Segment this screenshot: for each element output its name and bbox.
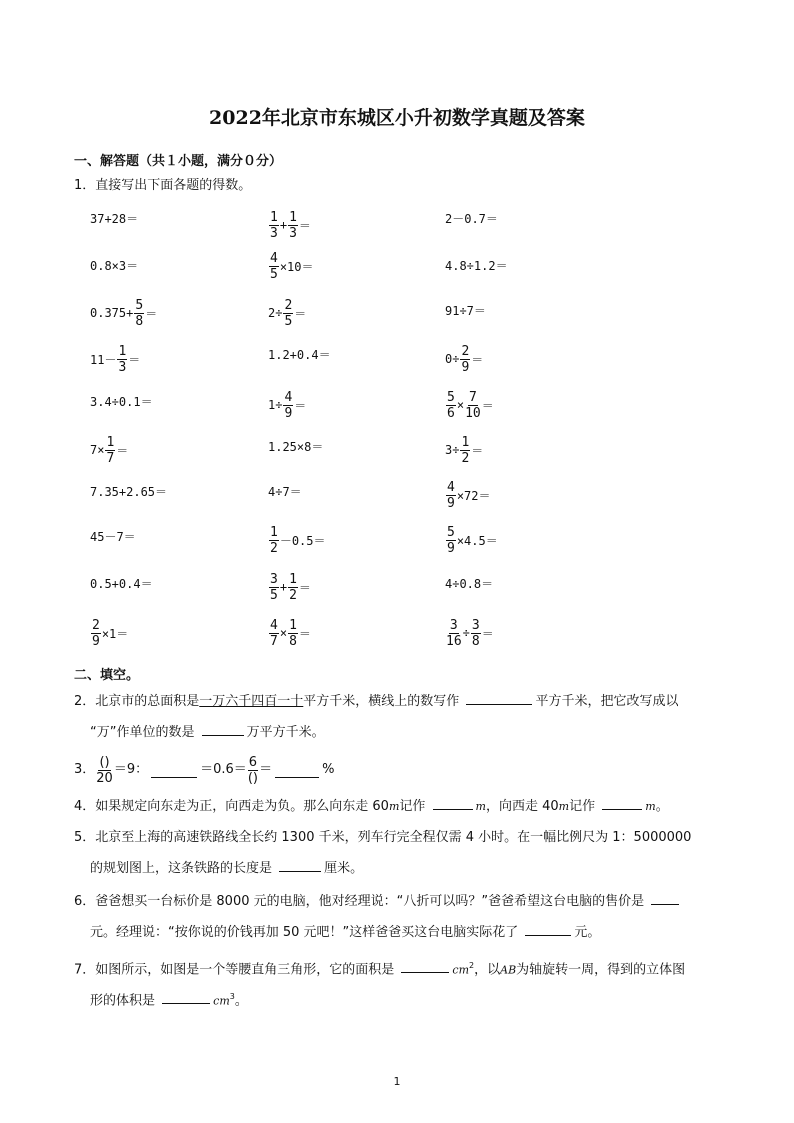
numerator: 1: [289, 209, 297, 225]
fraction: [460, 345, 470, 374]
numerator: 1: [461, 434, 470, 450]
question-text: ＝9：: [113, 762, 149, 777]
answer-blank[interactable]: [151, 763, 197, 778]
calc-10-3: [445, 613, 494, 653]
unit-exponent: 2: [469, 961, 475, 970]
expression-head: 2÷: [268, 306, 283, 320]
calc-1-1: 37+28＝: [90, 211, 139, 226]
numerator: (): [99, 754, 110, 770]
expression-head: 0.375+: [90, 306, 134, 320]
fraction: [471, 619, 481, 648]
denominator: 2: [270, 540, 278, 556]
fraction: [91, 619, 101, 648]
numerator: 1: [106, 434, 115, 450]
question-text: 记作: [399, 799, 426, 814]
page-title: 2022年北京市东城区小升初数学真题及答案: [209, 107, 585, 129]
calc-3-1: [90, 293, 157, 333]
calc-10-2: [268, 613, 311, 653]
numerator: 1: [270, 209, 278, 225]
equals: ＝: [481, 626, 494, 641]
answer-blank[interactable]: [602, 795, 642, 810]
denominator: 5: [270, 587, 278, 603]
expression-tail: －0.5＝: [279, 533, 326, 548]
section-heading-2: 二、填空。: [74, 668, 140, 683]
numerator: 1: [289, 617, 297, 633]
question-text: 万平方千米。: [246, 725, 325, 740]
question-text: 。: [234, 993, 248, 1009]
answer-blank[interactable]: [202, 721, 244, 736]
numerator: 4: [270, 250, 278, 266]
equals: ＝: [294, 398, 307, 413]
numerator: 3: [449, 617, 458, 633]
numerator: 3: [270, 571, 278, 587]
expression-tail: ×1＝: [101, 626, 129, 641]
numerator: 1: [270, 524, 278, 540]
denominator: 9: [284, 405, 293, 421]
calc-7-1: 7.35+2.65＝: [90, 484, 168, 499]
question-text: 形的体积是: [90, 993, 156, 1009]
numerator: 6: [248, 754, 258, 770]
numerator: 2: [461, 343, 470, 359]
calc-1-2: [268, 205, 311, 245]
denominator: 8: [471, 633, 480, 649]
fraction: [248, 756, 258, 785]
question-text: ，向西走 40: [485, 799, 559, 814]
calc-6-3: [445, 430, 483, 470]
question-text: 为轴旋转一周，得到的立体图: [516, 962, 686, 978]
equals: ＝: [128, 352, 141, 367]
fraction: [283, 299, 293, 328]
denominator: (): [247, 770, 259, 786]
calc-8-2: [268, 520, 326, 560]
answer-blank[interactable]: [275, 763, 319, 778]
numerator: 4: [284, 389, 293, 405]
question-7-line-2: [90, 981, 248, 1017]
denominator: 8: [135, 313, 144, 329]
equals: ＝: [116, 443, 129, 458]
calc-4-2: 1.2+0.4＝: [268, 347, 331, 362]
unit-exponent: 3: [229, 992, 235, 1001]
calc-10-1: [90, 613, 128, 653]
denominator: 8: [289, 633, 297, 649]
calc-2-2: [268, 246, 314, 286]
question-text: 2．北京市的总面积是: [74, 694, 200, 709]
answer-blank[interactable]: [279, 857, 321, 872]
calc-6-2: 1.25×8＝: [268, 439, 324, 454]
operator: ×: [279, 626, 288, 640]
operator: +: [279, 218, 288, 232]
denominator: 2: [461, 450, 470, 466]
question-text: %: [322, 762, 335, 777]
expression-tail: ×4.5＝: [456, 533, 498, 548]
fraction: [269, 526, 279, 555]
denominator: 9: [447, 495, 455, 511]
question-text: 记作: [569, 799, 596, 814]
question-text: 的规划图上，这条铁路的长度是: [90, 861, 273, 876]
fraction: [269, 252, 279, 281]
expression-head: 0÷: [445, 352, 460, 366]
question-text: 厘米。: [324, 861, 364, 876]
denominator: 10: [465, 405, 481, 421]
question-6-line-1: [74, 886, 682, 918]
calc-9-1: 0.5+0.4＝: [90, 576, 153, 591]
underlined-number: 一万六千四百一十: [199, 694, 304, 709]
question-5-line-1: 5．北京至上海的高速铁路线全长约 1300 千米，列车行完全程仅需 4 小时。在一幅比例尺为 1：5000000: [74, 830, 692, 845]
expression-head: 11－: [90, 352, 117, 367]
fraction: [446, 481, 456, 510]
equals: ＝: [294, 306, 307, 321]
denominator: 9: [461, 359, 470, 375]
calc-8-3: [445, 520, 498, 560]
question-text: ＝: [259, 762, 273, 777]
question-number: 3．: [74, 762, 96, 777]
numerator: 3: [471, 617, 480, 633]
denominator: 2: [289, 587, 297, 603]
fraction: [283, 391, 293, 420]
fraction: [446, 391, 456, 420]
numerator: 5: [135, 297, 144, 313]
question-text: 平方千米，横线上的数写作: [303, 694, 460, 709]
calc-4-3: [445, 339, 483, 379]
answer-blank[interactable]: [433, 795, 473, 810]
numerator: 7: [468, 389, 477, 405]
expression-tail: ×72＝: [456, 488, 491, 503]
unit-m: m: [558, 800, 570, 813]
fraction: [269, 573, 279, 602]
question-text: 元。: [574, 925, 601, 940]
expression-tail: ×10＝: [279, 259, 314, 274]
numerator: 2: [92, 617, 100, 633]
numerator: 5: [447, 524, 455, 540]
denominator: 9: [92, 633, 100, 649]
denominator: 20: [96, 770, 113, 786]
numerator: 4: [447, 479, 455, 495]
equals: ＝: [298, 580, 311, 595]
calc-5-2: [268, 385, 306, 425]
unit-m: m: [475, 800, 486, 813]
denominator: 3: [289, 225, 297, 241]
question-text: 6．爸爸想买一台标价是 8000 元的电脑，他对经理说：“八折可以吗？”爸爸希望这台电脑的售价是: [74, 894, 645, 909]
question-text: 平方千米，把它改写成以: [535, 694, 679, 709]
fraction: [446, 619, 462, 648]
expression-head: 7×: [90, 443, 105, 457]
question-text: 4．如果规定向东走为正，向西走为负。那么向东走 60: [74, 799, 389, 814]
answer-blank[interactable]: [401, 958, 449, 973]
equals: ＝: [481, 398, 494, 413]
answer-blank[interactable]: [651, 890, 679, 905]
calc-3-2: [268, 293, 306, 333]
fraction: [465, 391, 481, 420]
unit-cm: cm: [213, 994, 230, 1008]
fraction: [288, 211, 298, 240]
question-text: 。: [655, 799, 669, 814]
section-heading-1: 一、解答题（共１小题，满分０分）: [74, 154, 283, 169]
calc-7-3: [445, 475, 491, 515]
operator: ×: [456, 398, 465, 412]
denominator: 7: [270, 633, 278, 649]
question-text: 元。经理说：“按你说的价钱再加 50 元吧！”这样爸爸买这台电脑实际花了: [90, 925, 519, 940]
question-text: ＝0.6＝: [200, 762, 247, 777]
operator: ÷: [462, 626, 470, 640]
calc-1-3: 2－0.7＝: [445, 211, 498, 226]
equals: ＝: [145, 306, 158, 321]
calc-2-1: 0.8×3＝: [90, 258, 139, 273]
numerator: 4: [270, 617, 278, 633]
fraction: [446, 526, 456, 555]
calc-6-1: [90, 430, 128, 470]
unit-m: m: [645, 800, 656, 813]
expression-head: 1÷: [268, 398, 283, 412]
fraction: [134, 299, 144, 328]
question-1-stem: 1．直接写出下面各题的得数。: [74, 178, 252, 193]
calc-2-3: 4.8÷1.2＝: [445, 258, 508, 273]
question-2-line-2: [90, 717, 325, 749]
operator: +: [279, 580, 288, 594]
fraction: [460, 436, 470, 465]
denominator: 7: [106, 450, 115, 466]
denominator: 3: [118, 359, 127, 375]
page-number: 1: [393, 1075, 401, 1088]
numerator: 1: [118, 343, 127, 359]
unit-cm: cm: [452, 963, 470, 977]
calc-8-1: 45－7＝: [90, 529, 136, 544]
denominator: 5: [270, 266, 278, 282]
calc-5-1: 3.4÷0.1＝: [90, 394, 153, 409]
fraction: [96, 756, 113, 785]
fraction: [269, 211, 279, 240]
question-4: [74, 791, 669, 823]
unit-m: m: [388, 800, 400, 813]
question-text: 7．如图所示，如图是一个等腰直角三角形，它的面积是: [74, 962, 395, 978]
fraction: [288, 573, 298, 602]
answer-blank[interactable]: [525, 921, 571, 936]
denominator: 16: [446, 633, 462, 649]
numerator: 1: [289, 571, 297, 587]
denominator: 9: [447, 540, 455, 556]
question-5-line-2: [90, 853, 363, 885]
equals: ＝: [298, 626, 311, 641]
question-2-line-1: [74, 686, 678, 718]
fraction: [288, 619, 298, 648]
fraction: [105, 436, 115, 465]
denominator: 3: [270, 225, 278, 241]
denominator: 5: [284, 313, 293, 329]
numerator: 5: [447, 389, 455, 405]
axis-label: AB: [500, 963, 517, 977]
answer-blank[interactable]: [466, 690, 532, 705]
numerator: 2: [284, 297, 293, 313]
equals: ＝: [471, 352, 484, 367]
calc-9-3: 4÷0.8＝: [445, 576, 494, 591]
question-text: ，以: [474, 962, 501, 978]
expression-head: 3÷: [445, 443, 460, 457]
question-3: [74, 754, 334, 786]
answer-blank[interactable]: [162, 989, 210, 1004]
fraction: [269, 619, 279, 648]
equals: ＝: [471, 443, 484, 458]
calc-5-3: [445, 385, 494, 425]
calc-4-1: [90, 339, 140, 379]
calc-9-2: [268, 567, 311, 607]
equals: ＝: [298, 218, 311, 233]
calc-7-2: 4÷7＝: [268, 484, 302, 499]
question-6-line-2: [90, 917, 600, 949]
fraction: [117, 345, 127, 374]
denominator: 6: [447, 405, 455, 421]
calc-3-3: 91÷7＝: [445, 303, 486, 318]
question-text: “万”作单位的数是: [90, 725, 195, 740]
